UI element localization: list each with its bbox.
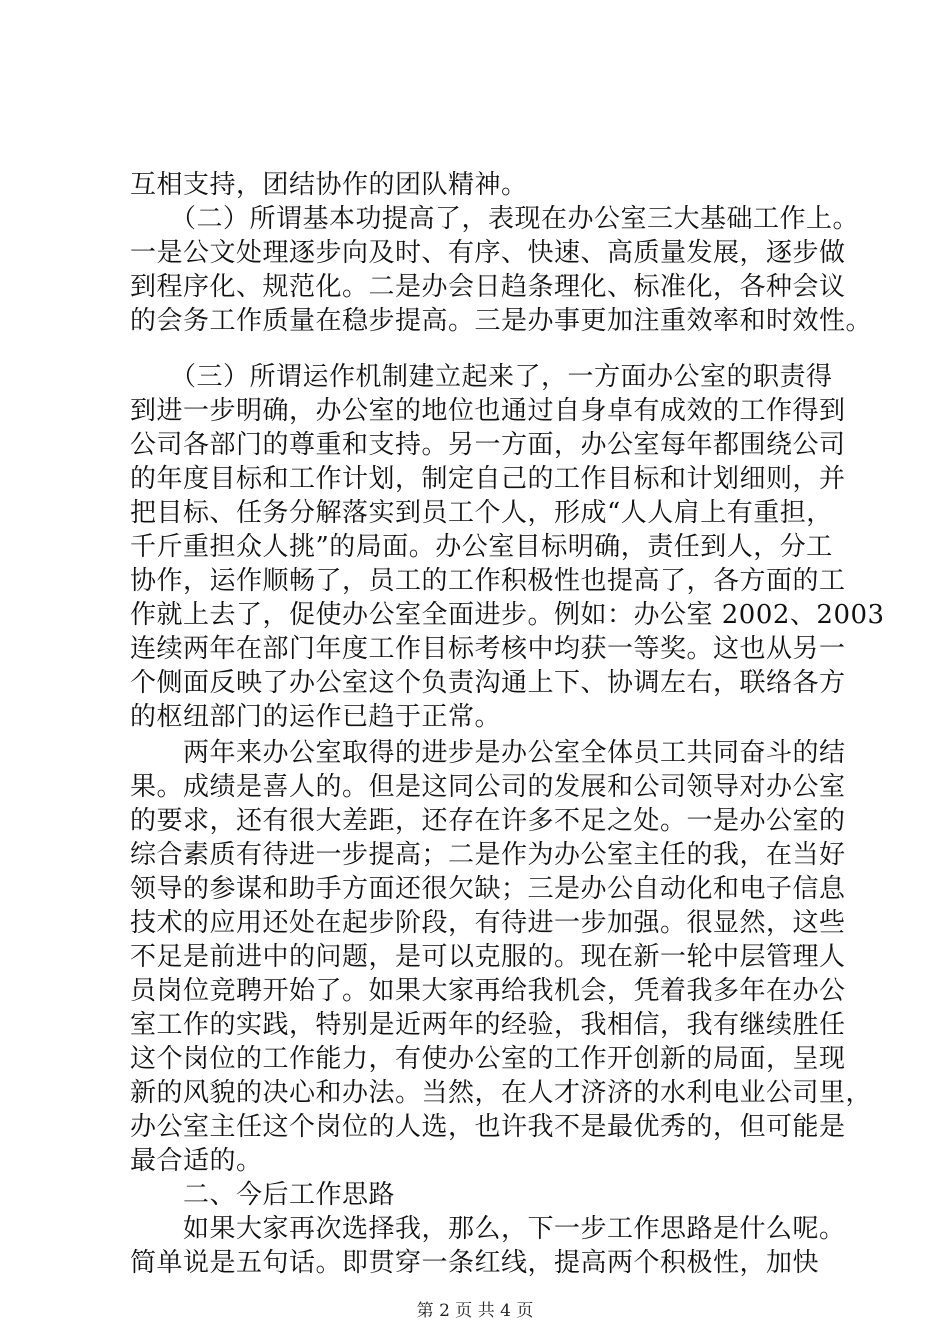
text-line: 这个岗位的工作能力，有使办公室的工作开创新的局面，呈现 [130, 1044, 846, 1074]
text-line: 综合素质有待进一步提高；二是作为办公室主任的我，在当好 [130, 840, 846, 870]
text-line: 把目标、任务分解落实到员工个人，形成“人人肩上有重担， [130, 498, 833, 528]
text-line: 如果大家再次选择我，那么，下一步工作思路是什么呢。 [130, 1214, 846, 1244]
text-line: 作就上去了，促使办公室全面进步。例如：办公室 2002、2003 [130, 600, 885, 630]
text-line: 新的风貌的决心和办法。当然，在人才济济的水利电业公司里， [130, 1078, 873, 1108]
text-line: 公司各部门的尊重和支持。另一方面，办公室每年都围绕公司 [130, 430, 846, 460]
text-line: 一是公文处理逐步向及时、有序、快速、高质量发展，逐步做 [130, 238, 846, 268]
text-line: 领导的参谋和助手方面还很欠缺；三是办公自动化和电子信息 [130, 874, 846, 904]
text-line: 技术的应用还处在起步阶段，有待进一步加强。很显然，这些 [130, 908, 846, 938]
text-line: 简单说是五句话。即贯穿一条红线，提高两个积极性，加快 [130, 1248, 820, 1278]
text-line: 最合适的。 [130, 1146, 263, 1176]
text-line: 两年来办公室取得的进步是办公室全体员工共同奋斗的结 [130, 738, 846, 768]
text-line: 室工作的实践，特别是近两年的经验，我相信，我有继续胜任 [130, 1010, 846, 1040]
page-number-footer: 第 2 页 共 4 页 [416, 1301, 534, 1321]
text-line: 的会务工作质量在稳步提高。三是办事更加注重效率和时效性。 [130, 306, 873, 336]
text-line: 果。成绩是喜人的。但是这同公司的发展和公司领导对办公室 [130, 772, 846, 802]
text-line: 个侧面反映了办公室这个负责沟通上下、协调左右，联络各方 [130, 668, 846, 698]
text-line: 员岗位竞聘开始了。如果大家再给我机会，凭着我多年在办公 [130, 976, 846, 1006]
text-line: 互相支持，团结协作的团队精神。 [130, 170, 528, 200]
text-line: （二）所谓基本功提高了，表现在办公室三大基础工作上。 [130, 204, 860, 234]
text-line: 到进一步明确，办公室的地位也通过自身卓有成效的工作得到 [130, 396, 846, 426]
text-line: 千斤重担众人挑”的局面。办公室目标明确，责任到人，分工 [130, 532, 833, 562]
text-line: 办公室主任这个岗位的人选，也许我不是最优秀的，但可能是 [130, 1112, 846, 1142]
text-line: 不足是前进中的问题，是可以克服的。现在新一轮中层管理人 [130, 942, 846, 972]
text-line: 到程序化、规范化。二是办会日趋条理化、标准化，各种会议 [130, 272, 846, 302]
text-line: 协作，运作顺畅了，员工的工作积极性也提高了，各方面的工 [130, 566, 846, 596]
section-heading: 二、今后工作思路 [130, 1180, 396, 1210]
text-line: （三）所谓运作机制建立起来了，一方面办公室的职责得 [130, 362, 833, 392]
text-line: 的年度目标和工作计划，制定自己的工作目标和计划细则，并 [130, 464, 846, 494]
text-line: 的要求，还有很大差距，还存在许多不足之处。一是办公室的 [130, 806, 846, 836]
text-line: 连续两年在部门年度工作目标考核中均获一等奖。这也从另一 [130, 634, 846, 664]
text-line: 的枢纽部门的运作已趋于正常。 [130, 702, 502, 732]
